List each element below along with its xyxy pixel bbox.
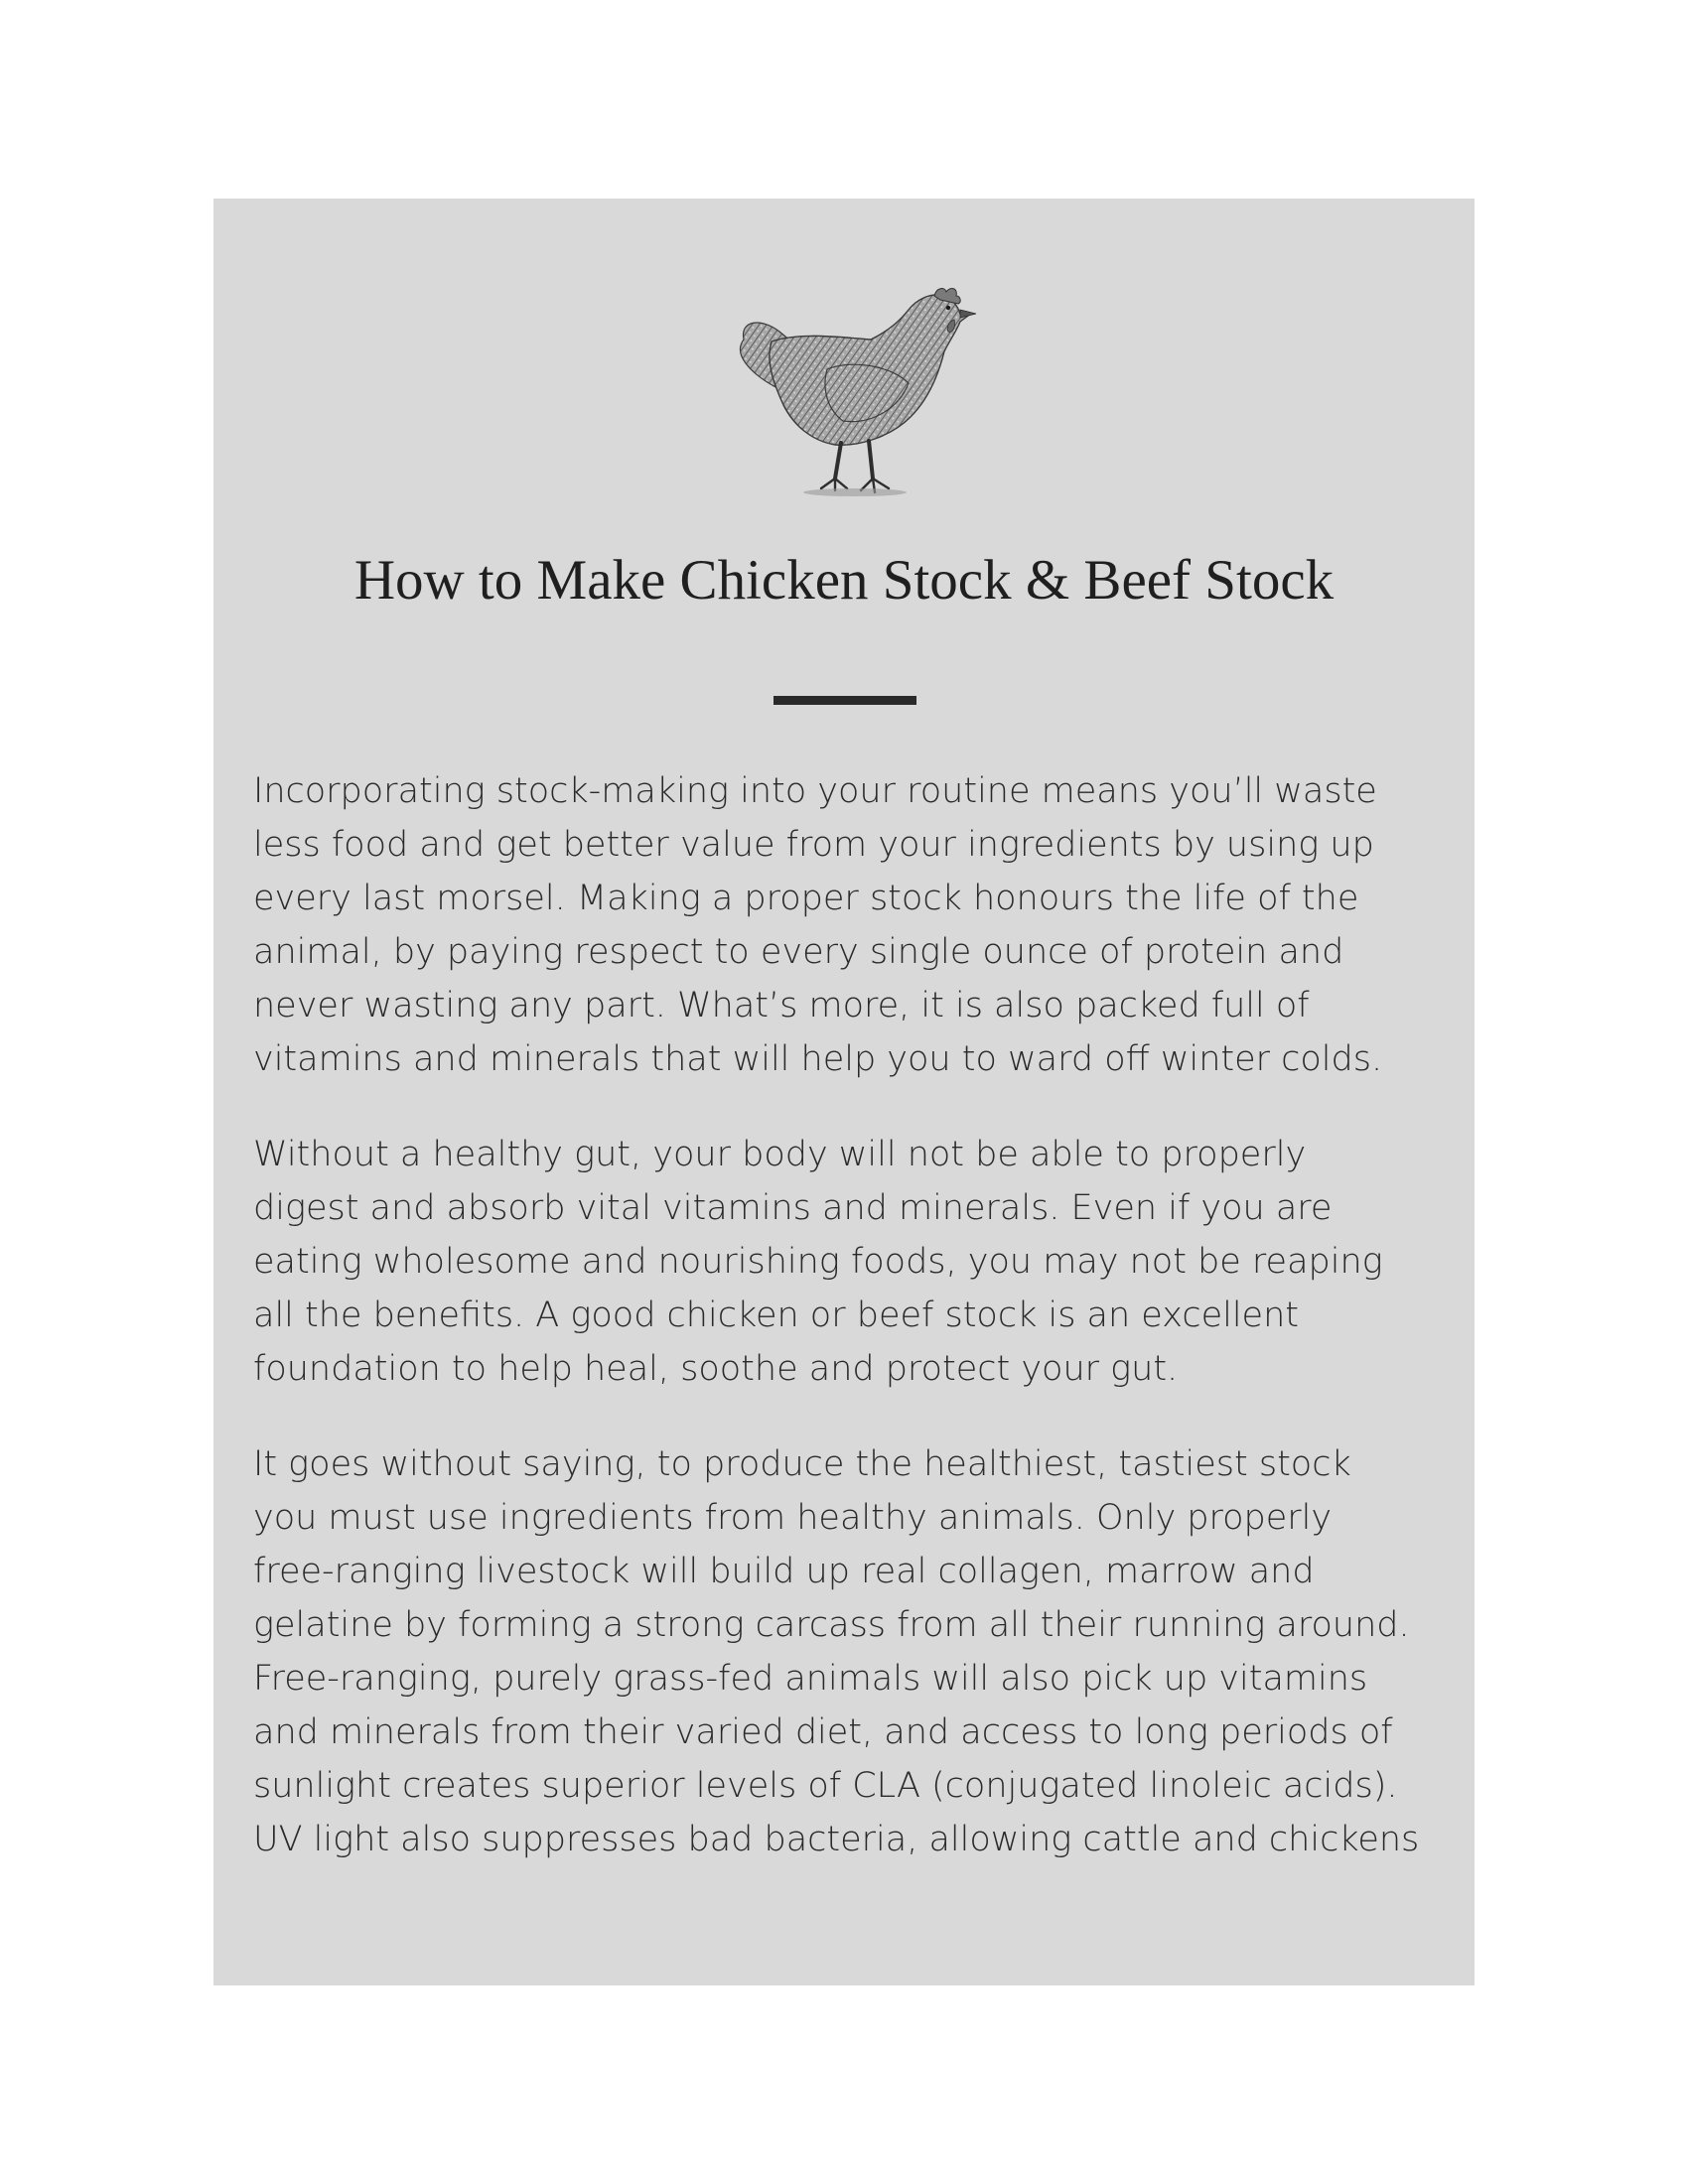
text-line: sunlight creates superior levels of CLA (conjugated linoleic acids). <box>253 1766 1398 1806</box>
paragraph-1 <box>253 764 1470 1086</box>
paragraph-3 <box>253 1437 1470 1866</box>
text-line: all the benefits. A good chicken or beef stock is an excellent <box>253 1296 1299 1335</box>
text-line: free-ranging livestock will build up real collagen, marrow and <box>253 1552 1315 1591</box>
text-line: Free-ranging, purely grass-fed animals will also pick up vitamins <box>253 1659 1368 1699</box>
text-line: gelatine by forming a strong carcass from all their running around. <box>253 1605 1410 1645</box>
text-line: UV light also suppresses bad bacteria, allowing cattle and chickens <box>253 1820 1420 1859</box>
text-line: every last morsel. Making a proper stock honours the life of the <box>253 879 1359 918</box>
text-line: It goes without saying, to produce the healthiest, tastiest stock <box>253 1444 1351 1484</box>
paragraph-2 <box>253 1128 1470 1396</box>
text-line: foundation to help heal, soothe and protect your gut. <box>253 1349 1179 1389</box>
text-line: digest and absorb vital vitamins and minerals. Even if you are <box>253 1188 1333 1228</box>
text-line: eating wholesome and nourishing foods, you may not be reaping <box>253 1242 1383 1282</box>
text-line: you must use ingredients from healthy animals. Only properly <box>253 1498 1333 1538</box>
text-line: and minerals from their varied diet, and access to long periods of <box>253 1712 1393 1752</box>
text-line: less food and get better value from your ingredients by using up <box>253 825 1374 865</box>
hen-illustration <box>732 280 980 503</box>
title-divider <box>774 696 916 705</box>
text-line: vitamins and minerals that will help you to ward off winter colds. <box>253 1039 1383 1079</box>
page-title: How to Make Chicken Stock & Beef Stock <box>353 549 1335 612</box>
content-card <box>213 199 1475 1985</box>
text-line: Incorporating stock-making into your routine means you’ll waste <box>253 771 1377 811</box>
text-line: animal, by paying respect to every single ounce of protein and <box>253 932 1344 972</box>
text-line: Without a healthy gut, your body will not be able to properly <box>253 1135 1307 1174</box>
text-line: never wasting any part. What’s more, it is also packed full of <box>253 986 1310 1025</box>
article-body <box>253 764 1470 1908</box>
